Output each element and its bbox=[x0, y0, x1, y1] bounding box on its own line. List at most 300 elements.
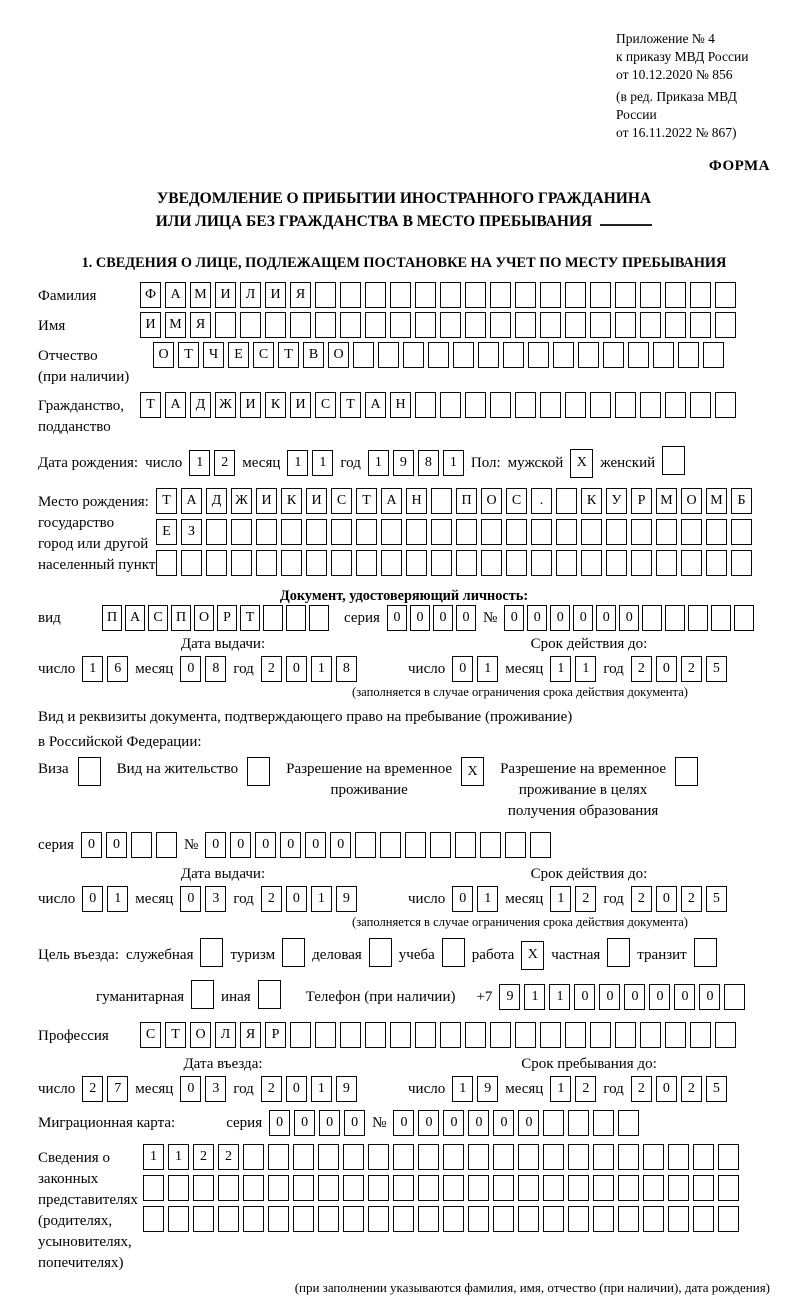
cell[interactable] bbox=[531, 550, 552, 576]
cell[interactable]: И bbox=[290, 392, 311, 418]
cell[interactable] bbox=[440, 392, 461, 418]
cell[interactable] bbox=[268, 1175, 289, 1201]
cell[interactable] bbox=[543, 1206, 564, 1232]
cell[interactable] bbox=[653, 342, 674, 368]
cell[interactable] bbox=[306, 550, 327, 576]
cell[interactable] bbox=[640, 1022, 661, 1048]
cell[interactable] bbox=[381, 519, 402, 545]
cell[interactable] bbox=[240, 312, 261, 338]
cell[interactable]: 0 bbox=[550, 605, 570, 631]
cell[interactable] bbox=[315, 282, 336, 308]
cell[interactable] bbox=[578, 342, 599, 368]
cell[interactable]: М bbox=[190, 282, 211, 308]
cell[interactable] bbox=[318, 1206, 339, 1232]
cell[interactable]: А bbox=[381, 488, 402, 514]
cell[interactable] bbox=[565, 1022, 586, 1048]
cell[interactable] bbox=[430, 832, 451, 858]
cell[interactable] bbox=[490, 1022, 511, 1048]
cell[interactable]: М bbox=[656, 488, 677, 514]
cell[interactable] bbox=[515, 392, 536, 418]
cell[interactable]: 0 bbox=[599, 984, 620, 1010]
cell[interactable] bbox=[665, 312, 686, 338]
cell[interactable] bbox=[518, 1206, 539, 1232]
cell[interactable] bbox=[515, 1022, 536, 1048]
cell[interactable] bbox=[156, 832, 177, 858]
cell[interactable]: 2 bbox=[631, 1076, 652, 1102]
cell[interactable] bbox=[415, 1022, 436, 1048]
cell[interactable]: 9 bbox=[499, 984, 520, 1010]
purpose-other-checkbox[interactable] bbox=[258, 980, 281, 1014]
cell[interactable] bbox=[615, 1022, 636, 1048]
cell[interactable]: 0 bbox=[518, 1110, 539, 1136]
cell[interactable]: 2 bbox=[631, 656, 652, 682]
cell[interactable] bbox=[681, 519, 702, 545]
cell[interactable]: О bbox=[153, 342, 174, 368]
cell[interactable]: 5 bbox=[706, 1076, 727, 1102]
cell[interactable] bbox=[540, 282, 561, 308]
cell[interactable] bbox=[505, 832, 526, 858]
cell[interactable] bbox=[406, 550, 427, 576]
cell[interactable] bbox=[168, 1175, 189, 1201]
cell[interactable] bbox=[393, 1206, 414, 1232]
cell[interactable] bbox=[318, 1175, 339, 1201]
residence-permit-checkbox[interactable] bbox=[247, 757, 270, 791]
cell[interactable] bbox=[493, 1144, 514, 1170]
cell[interactable] bbox=[443, 1175, 464, 1201]
cell[interactable] bbox=[365, 1022, 386, 1048]
purpose-tourism-checkbox[interactable] bbox=[282, 938, 305, 972]
cell[interactable] bbox=[390, 1022, 411, 1048]
cell[interactable] bbox=[556, 550, 577, 576]
cell[interactable] bbox=[590, 312, 611, 338]
cell[interactable]: В bbox=[303, 342, 324, 368]
cell[interactable] bbox=[690, 1022, 711, 1048]
cell[interactable] bbox=[718, 1206, 739, 1232]
cell[interactable] bbox=[581, 519, 602, 545]
cell[interactable]: 0 bbox=[410, 605, 430, 631]
cell[interactable]: 0 bbox=[106, 832, 127, 858]
cell[interactable] bbox=[668, 1175, 689, 1201]
cell[interactable] bbox=[415, 312, 436, 338]
title-blank-underline[interactable] bbox=[600, 210, 652, 226]
cell[interactable] bbox=[665, 282, 686, 308]
cell[interactable] bbox=[403, 342, 424, 368]
cell[interactable] bbox=[415, 282, 436, 308]
purpose-study-checkbox[interactable] bbox=[442, 938, 465, 972]
cell[interactable] bbox=[668, 1144, 689, 1170]
cell[interactable] bbox=[518, 1144, 539, 1170]
cell[interactable] bbox=[693, 1175, 714, 1201]
cell[interactable] bbox=[715, 1022, 736, 1048]
cell[interactable]: 8 bbox=[418, 450, 439, 476]
cell[interactable] bbox=[690, 282, 711, 308]
cell[interactable]: 0 bbox=[387, 605, 407, 631]
cell[interactable] bbox=[393, 1175, 414, 1201]
cell[interactable] bbox=[615, 392, 636, 418]
cell[interactable]: А bbox=[165, 392, 186, 418]
cell[interactable]: X bbox=[521, 941, 544, 970]
cell[interactable]: 2 bbox=[681, 886, 702, 912]
cell[interactable] bbox=[694, 938, 717, 967]
cell[interactable]: 5 bbox=[706, 886, 727, 912]
cell[interactable]: 1 bbox=[452, 1076, 473, 1102]
cell[interactable] bbox=[662, 446, 685, 475]
cell[interactable]: 2 bbox=[261, 1076, 282, 1102]
cell[interactable] bbox=[711, 605, 731, 631]
cell[interactable]: 0 bbox=[649, 984, 670, 1010]
cell[interactable] bbox=[690, 312, 711, 338]
cell[interactable]: 2 bbox=[261, 886, 282, 912]
cell[interactable] bbox=[256, 519, 277, 545]
cell[interactable]: 1 bbox=[549, 984, 570, 1010]
cell[interactable]: 0 bbox=[452, 656, 473, 682]
cell[interactable]: О bbox=[681, 488, 702, 514]
cell[interactable]: 0 bbox=[180, 886, 201, 912]
cell[interactable] bbox=[593, 1175, 614, 1201]
cell[interactable] bbox=[530, 832, 551, 858]
cell[interactable] bbox=[480, 832, 501, 858]
cell[interactable] bbox=[218, 1206, 239, 1232]
cell[interactable] bbox=[368, 1206, 389, 1232]
cell[interactable] bbox=[593, 1110, 614, 1136]
cell[interactable]: 1 bbox=[311, 886, 332, 912]
cell[interactable] bbox=[615, 282, 636, 308]
cell[interactable] bbox=[731, 550, 752, 576]
cell[interactable] bbox=[688, 605, 708, 631]
cell[interactable] bbox=[628, 342, 649, 368]
cell[interactable] bbox=[390, 312, 411, 338]
cell[interactable]: 8 bbox=[205, 656, 226, 682]
cell[interactable] bbox=[431, 550, 452, 576]
cell[interactable]: 0 bbox=[456, 605, 476, 631]
cell[interactable] bbox=[715, 282, 736, 308]
cell[interactable] bbox=[490, 312, 511, 338]
cell[interactable] bbox=[369, 938, 392, 967]
cell[interactable] bbox=[258, 980, 281, 1009]
cell[interactable]: Р bbox=[631, 488, 652, 514]
cell[interactable]: К bbox=[281, 488, 302, 514]
cell[interactable]: 9 bbox=[393, 450, 414, 476]
cell[interactable] bbox=[456, 550, 477, 576]
cell[interactable] bbox=[380, 832, 401, 858]
cell[interactable]: 9 bbox=[336, 1076, 357, 1102]
cell[interactable]: 0 bbox=[255, 832, 276, 858]
cell[interactable] bbox=[543, 1110, 564, 1136]
cell[interactable]: 0 bbox=[305, 832, 326, 858]
cell[interactable] bbox=[706, 519, 727, 545]
cell[interactable]: Р bbox=[217, 605, 237, 631]
cell[interactable] bbox=[378, 342, 399, 368]
cell[interactable]: 1 bbox=[575, 656, 596, 682]
cell[interactable]: Д bbox=[206, 488, 227, 514]
cell[interactable] bbox=[543, 1144, 564, 1170]
cell[interactable] bbox=[665, 392, 686, 418]
cell[interactable] bbox=[703, 342, 724, 368]
cell[interactable]: 1 bbox=[311, 656, 332, 682]
cell[interactable]: 5 bbox=[706, 656, 727, 682]
cell[interactable] bbox=[465, 392, 486, 418]
cell[interactable]: И bbox=[240, 392, 261, 418]
purpose-humanitarian-checkbox[interactable] bbox=[191, 980, 214, 1014]
cell[interactable]: И bbox=[265, 282, 286, 308]
cell[interactable] bbox=[706, 550, 727, 576]
cell[interactable] bbox=[490, 392, 511, 418]
cell[interactable] bbox=[590, 392, 611, 418]
cell[interactable] bbox=[368, 1144, 389, 1170]
cell[interactable] bbox=[290, 1022, 311, 1048]
cell[interactable]: 0 bbox=[180, 1076, 201, 1102]
cell[interactable] bbox=[331, 550, 352, 576]
cell[interactable]: Л bbox=[240, 282, 261, 308]
cell[interactable] bbox=[181, 550, 202, 576]
temp-residence-checkbox[interactable] bbox=[461, 757, 484, 786]
cell[interactable] bbox=[343, 1144, 364, 1170]
cell[interactable] bbox=[481, 550, 502, 576]
cell[interactable] bbox=[556, 488, 577, 514]
cell[interactable]: 8 bbox=[336, 656, 357, 682]
cell[interactable] bbox=[343, 1175, 364, 1201]
cell[interactable] bbox=[247, 757, 270, 786]
cell[interactable]: Ф bbox=[140, 282, 161, 308]
cell[interactable] bbox=[675, 757, 698, 786]
cell[interactable] bbox=[143, 1175, 164, 1201]
cell[interactable]: С bbox=[253, 342, 274, 368]
cell[interactable] bbox=[715, 392, 736, 418]
cell[interactable] bbox=[331, 519, 352, 545]
cell[interactable]: 1 bbox=[311, 1076, 332, 1102]
cell[interactable] bbox=[78, 757, 101, 786]
cell[interactable] bbox=[418, 1175, 439, 1201]
cell[interactable]: 0 bbox=[699, 984, 720, 1010]
cell[interactable] bbox=[456, 519, 477, 545]
cell[interactable] bbox=[565, 312, 586, 338]
cell[interactable]: 0 bbox=[418, 1110, 439, 1136]
cell[interactable]: Я bbox=[240, 1022, 261, 1048]
cell[interactable] bbox=[568, 1144, 589, 1170]
cell[interactable] bbox=[390, 282, 411, 308]
cell[interactable] bbox=[493, 1175, 514, 1201]
cell[interactable]: 1 bbox=[550, 1076, 571, 1102]
cell[interactable] bbox=[715, 312, 736, 338]
cell[interactable] bbox=[355, 832, 376, 858]
cell[interactable] bbox=[265, 312, 286, 338]
cell[interactable]: Я bbox=[290, 282, 311, 308]
cell[interactable]: 2 bbox=[214, 450, 235, 476]
cell[interactable]: И bbox=[256, 488, 277, 514]
cell[interactable] bbox=[440, 1022, 461, 1048]
cell[interactable] bbox=[231, 519, 252, 545]
cell[interactable]: 1 bbox=[107, 886, 128, 912]
cell[interactable] bbox=[281, 519, 302, 545]
cell[interactable]: 0 bbox=[344, 1110, 365, 1136]
cell[interactable] bbox=[618, 1175, 639, 1201]
cell[interactable]: Т bbox=[165, 1022, 186, 1048]
cell[interactable] bbox=[353, 342, 374, 368]
cell[interactable]: Р bbox=[265, 1022, 286, 1048]
cell[interactable] bbox=[465, 282, 486, 308]
cell[interactable] bbox=[693, 1144, 714, 1170]
cell[interactable] bbox=[693, 1206, 714, 1232]
cell[interactable] bbox=[340, 312, 361, 338]
cell[interactable] bbox=[656, 550, 677, 576]
cell[interactable] bbox=[131, 832, 152, 858]
cell[interactable] bbox=[568, 1110, 589, 1136]
cell[interactable]: 1 bbox=[287, 450, 308, 476]
cell[interactable]: О bbox=[190, 1022, 211, 1048]
purpose-work-checkbox[interactable] bbox=[521, 941, 544, 970]
cell[interactable]: 0 bbox=[452, 886, 473, 912]
cell[interactable]: Ж bbox=[231, 488, 252, 514]
cell[interactable]: 0 bbox=[656, 1076, 677, 1102]
cell[interactable] bbox=[282, 938, 305, 967]
cell[interactable]: О bbox=[481, 488, 502, 514]
cell[interactable]: 0 bbox=[81, 832, 102, 858]
cell[interactable]: Т bbox=[340, 392, 361, 418]
cell[interactable] bbox=[281, 550, 302, 576]
cell[interactable]: С bbox=[315, 392, 336, 418]
cell[interactable] bbox=[593, 1206, 614, 1232]
cell[interactable]: 0 bbox=[294, 1110, 315, 1136]
cell[interactable] bbox=[590, 282, 611, 308]
cell[interactable] bbox=[656, 519, 677, 545]
cell[interactable] bbox=[593, 1144, 614, 1170]
cell[interactable] bbox=[618, 1144, 639, 1170]
cell[interactable]: 2 bbox=[631, 886, 652, 912]
temp-residence-edu-checkbox[interactable] bbox=[675, 757, 698, 791]
cell[interactable]: А bbox=[125, 605, 145, 631]
cell[interactable]: 1 bbox=[143, 1144, 164, 1170]
cell[interactable] bbox=[643, 1175, 664, 1201]
cell[interactable] bbox=[665, 605, 685, 631]
cell[interactable]: 2 bbox=[218, 1144, 239, 1170]
cell[interactable] bbox=[553, 342, 574, 368]
cell[interactable] bbox=[168, 1206, 189, 1232]
cell[interactable] bbox=[418, 1144, 439, 1170]
cell[interactable]: У bbox=[606, 488, 627, 514]
cell[interactable]: 0 bbox=[433, 605, 453, 631]
cell[interactable]: 9 bbox=[477, 1076, 498, 1102]
cell[interactable]: 3 bbox=[205, 886, 226, 912]
cell[interactable] bbox=[565, 282, 586, 308]
cell[interactable] bbox=[315, 312, 336, 338]
cell[interactable] bbox=[618, 1110, 639, 1136]
cell[interactable]: 1 bbox=[82, 656, 103, 682]
cell[interactable] bbox=[465, 1022, 486, 1048]
cell[interactable] bbox=[590, 1022, 611, 1048]
visa-checkbox[interactable] bbox=[78, 757, 101, 791]
cell[interactable] bbox=[290, 312, 311, 338]
cell[interactable] bbox=[465, 312, 486, 338]
cell[interactable] bbox=[268, 1144, 289, 1170]
cell[interactable]: 0 bbox=[269, 1110, 290, 1136]
cell[interactable] bbox=[640, 282, 661, 308]
cell[interactable] bbox=[293, 1206, 314, 1232]
cell[interactable] bbox=[515, 282, 536, 308]
cell[interactable] bbox=[478, 342, 499, 368]
cell[interactable]: 2 bbox=[681, 1076, 702, 1102]
purpose-business-checkbox[interactable] bbox=[200, 938, 223, 972]
cell[interactable] bbox=[556, 519, 577, 545]
cell[interactable]: П bbox=[102, 605, 122, 631]
cell[interactable] bbox=[540, 392, 561, 418]
cell[interactable] bbox=[405, 832, 426, 858]
cell[interactable] bbox=[455, 832, 476, 858]
cell[interactable] bbox=[415, 392, 436, 418]
cell[interactable]: 0 bbox=[82, 886, 103, 912]
cell[interactable] bbox=[481, 519, 502, 545]
cell[interactable] bbox=[718, 1175, 739, 1201]
cell[interactable]: 0 bbox=[624, 984, 645, 1010]
cell[interactable] bbox=[191, 980, 214, 1009]
cell[interactable] bbox=[528, 342, 549, 368]
cell[interactable]: 0 bbox=[286, 656, 307, 682]
cell[interactable] bbox=[506, 550, 527, 576]
cell[interactable]: Т bbox=[156, 488, 177, 514]
cell[interactable] bbox=[381, 550, 402, 576]
cell[interactable] bbox=[293, 1175, 314, 1201]
cell[interactable]: 1 bbox=[443, 450, 464, 476]
cell[interactable] bbox=[243, 1206, 264, 1232]
cell[interactable] bbox=[442, 938, 465, 967]
cell[interactable] bbox=[268, 1206, 289, 1232]
cell[interactable] bbox=[393, 1144, 414, 1170]
cell[interactable]: 0 bbox=[656, 886, 677, 912]
cell[interactable]: Е bbox=[228, 342, 249, 368]
cell[interactable]: 2 bbox=[261, 656, 282, 682]
cell[interactable] bbox=[678, 342, 699, 368]
cell[interactable] bbox=[493, 1206, 514, 1232]
cell[interactable]: 1 bbox=[189, 450, 210, 476]
cell[interactable] bbox=[231, 550, 252, 576]
cell[interactable]: 1 bbox=[550, 656, 571, 682]
cell[interactable]: 0 bbox=[674, 984, 695, 1010]
cell[interactable] bbox=[315, 1022, 336, 1048]
cell[interactable] bbox=[631, 519, 652, 545]
cell[interactable] bbox=[431, 488, 452, 514]
cell[interactable] bbox=[468, 1144, 489, 1170]
cell[interactable]: 0 bbox=[280, 832, 301, 858]
cell[interactable]: Т bbox=[240, 605, 260, 631]
cell[interactable]: 1 bbox=[550, 886, 571, 912]
cell[interactable]: 2 bbox=[681, 656, 702, 682]
cell[interactable] bbox=[453, 342, 474, 368]
cell[interactable] bbox=[365, 282, 386, 308]
cell[interactable] bbox=[543, 1175, 564, 1201]
cell[interactable] bbox=[440, 282, 461, 308]
cell[interactable]: Т bbox=[278, 342, 299, 368]
cell[interactable]: 0 bbox=[573, 605, 593, 631]
cell[interactable]: А bbox=[165, 282, 186, 308]
cell[interactable]: 0 bbox=[180, 656, 201, 682]
cell[interactable]: И bbox=[306, 488, 327, 514]
cell[interactable] bbox=[618, 1206, 639, 1232]
cell[interactable]: С bbox=[148, 605, 168, 631]
cell[interactable] bbox=[731, 519, 752, 545]
cell[interactable] bbox=[356, 519, 377, 545]
cell[interactable] bbox=[681, 550, 702, 576]
cell[interactable]: С bbox=[506, 488, 527, 514]
cell[interactable]: 9 bbox=[336, 886, 357, 912]
cell[interactable]: 0 bbox=[286, 1076, 307, 1102]
cell[interactable]: О bbox=[194, 605, 214, 631]
cell[interactable] bbox=[515, 312, 536, 338]
cell[interactable] bbox=[218, 1175, 239, 1201]
cell[interactable] bbox=[206, 550, 227, 576]
cell[interactable]: 0 bbox=[230, 832, 251, 858]
cell[interactable] bbox=[640, 312, 661, 338]
cell[interactable] bbox=[607, 938, 630, 967]
cell[interactable]: Т bbox=[356, 488, 377, 514]
